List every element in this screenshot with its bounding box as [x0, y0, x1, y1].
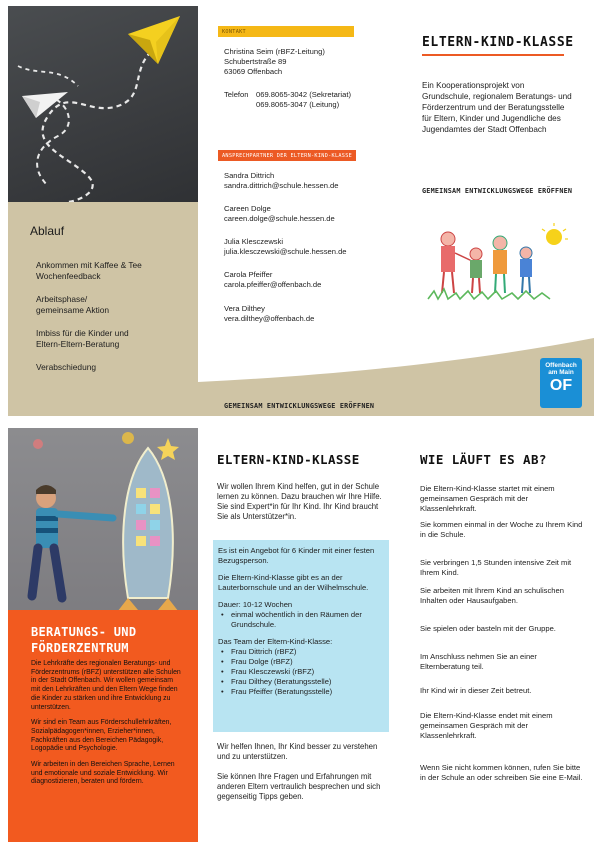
team-list: [218, 647, 383, 697]
contact-person: [224, 304, 314, 324]
slogan-wave-band: [198, 330, 594, 416]
beratung-title: BERATUNGS- UND FÖRDERZENTRUM: [31, 625, 137, 655]
person-name: Vera Dilthey: [224, 304, 265, 313]
logo-city-name: Offenbach am Main: [545, 362, 577, 377]
team-member: • Frau Dolge (rBFZ): [218, 657, 383, 667]
phone-label: Telefon: [224, 90, 249, 99]
person-email[interactable]: sandra.dittrich@schule.hessen.de: [224, 181, 339, 191]
bottom-slogan: GEMEINSAM ENTWICKLUNGSWEGE ERÖFFNEN: [224, 402, 375, 410]
cover-underline: [422, 54, 564, 56]
ansprechpartner-header: ANSPRECHPARTNER DER ELTERN-KIND-KLASSE: [218, 150, 356, 161]
chalk-rocket-photo: [8, 428, 198, 618]
contact-person: [224, 270, 321, 290]
logo-of-mark: OF: [549, 377, 573, 395]
cover-column: [396, 6, 594, 336]
duration-list: [218, 610, 383, 630]
person-email[interactable]: carola.pfeiffer@offenbach.de: [224, 280, 322, 290]
contact-person: [224, 204, 335, 224]
step-item: Die Eltern-Kind-Klasse startet mit einem gemeinsamen Gespräch mit der Klassenlehrkraft.: [420, 484, 555, 513]
ablauf-list: [36, 260, 194, 385]
top-spread: [0, 0, 600, 418]
step-item: Sie kommen einmal in der Woche zu Ihrem Kind in die Schule.: [420, 520, 583, 539]
ablauf-item: Imbiss für die Kinder und Eltern-Eltern-Beratung: [36, 328, 129, 349]
step-item: Die Eltern-Kind-Klasse endet mit einem gemeinsamen Gespräch mit der Klassenlehrkraft.: [420, 711, 553, 740]
person-email[interactable]: julia.klesczewski@schule.hessen.de: [224, 247, 347, 257]
family-drawing-illustration: [426, 221, 576, 316]
beratung-paragraph: Wir arbeiten in den Bereichen Sprache, Lernen und emotionale und soziale Entwicklung. Wir diagnostizieren, beraten und fördern.: [31, 761, 175, 786]
team-label: Das Team der Eltern-Kind-Klasse:: [218, 637, 333, 646]
person-name: Julia Klesczewski: [224, 237, 284, 246]
cover-title: ELTERN-KIND-KLASSE: [422, 35, 574, 50]
phone-number: 069.8065-3042 (Sekretariat): [256, 90, 351, 99]
contact-person: [224, 237, 347, 257]
contact-person: [224, 171, 339, 191]
wie-laeuft-title: WIE LÄUFT ES AB?: [420, 452, 547, 467]
wie-laeuft-column: [404, 428, 594, 842]
step-item: Sie verbringen 1,5 Stunden intensive Zeit mit Ihrem Kind.: [420, 558, 572, 577]
team-member: • Frau Dilthey (Beratungsstelle): [218, 677, 383, 687]
info-paragraph: Es ist ein Angebot für 6 Kinder mit einer festen Bezugsperson.: [218, 546, 375, 565]
eltern-kind-outro: [217, 742, 389, 812]
beratung-paragraph: Wir sind ein Team aus Förderschullehrkräften, Sozialpädagogen*innen, Erzieher*innen, Fachkräften aus den Bereichen Pädagogik, Logopädie und Psychologie.: [31, 719, 172, 753]
ablauf-item: Verabschiedung: [36, 362, 97, 372]
contact-line: Christina Seim (rBFZ-Leitung): [224, 47, 325, 56]
person-name: Carola Pfeiffer: [224, 270, 273, 279]
bottom-spread: [0, 422, 600, 847]
cover-description: Ein Kooperationsprojekt von Grundschule, regionalem Beratungs- und Förderzentrum und der Beratungsstelle für Eltern, Kinder und Jugendliche des Jugendamtes der Stadt Offenbach: [422, 81, 572, 134]
beratung-panel: [8, 610, 198, 842]
team-member: • Frau Pfeiffer (Beratungsstelle): [218, 687, 383, 697]
team-member: • Frau Dittrich (rBFZ): [218, 647, 383, 657]
step-item: Ihr Kind wir in dieser Zeit betreut.: [420, 686, 532, 695]
person-email[interactable]: careen.dolge@schule.hessen.de: [224, 214, 335, 224]
ablauf-panel: [8, 202, 198, 416]
person-name: Sandra Dittrich: [224, 171, 275, 180]
team-member: • Frau Klesczewski (rBFZ): [218, 667, 383, 677]
contact-address: [224, 47, 325, 78]
info-paragraph: Die Eltern-Kind-Klasse gibt es an der Lauterbornschule und an der Wilhelmschule.: [218, 573, 369, 592]
info-box: [213, 540, 389, 732]
beratung-body: [31, 660, 181, 794]
contact-line: Schubertstraße 89: [224, 57, 287, 67]
ablauf-item: Ankommen mit Kaffee & Tee Wochenfeedback: [36, 260, 142, 281]
beratung-paragraph: Die Lehrkräfte des regionalen Beratungs- und Förderzentrums (rBFZ) unterstützen alle Schulen in der Stadt Offenbach. Wir wollen gemeinsam mit den Lehrkräften und den Eltern Wege finden die Kinder zu stärken und ihre Entwicklung zu unterstützen.: [31, 660, 181, 711]
phone-number: 069.8065-3047 (Leitung): [256, 100, 340, 110]
chalk-rocket-illustration: [8, 428, 198, 618]
outro-paragraph: Wir helfen Ihnen, Ihr Kind besser zu verstehen und zu unterstützen.: [217, 742, 378, 761]
step-item: Sie arbeiten mit Ihrem Kind an schulischen Inhalten oder Hausaufgaben.: [420, 586, 564, 605]
cover-slogan: GEMEINSAM ENTWICKLUNGSWEGE ERÖFFNEN: [422, 187, 573, 195]
paper-planes-illustration: [8, 6, 198, 202]
ablauf-title: Ablauf: [30, 224, 65, 238]
outro-paragraph: Sie können Ihre Fragen und Erfahrungen mit anderen Eltern vertraulich besprechen und sich gegenseitig Tipps geben.: [217, 772, 381, 801]
ablauf-item: Arbeitsphase/ gemeinsame Aktion: [36, 294, 110, 315]
contact-phone: [224, 90, 394, 110]
person-name: Careen Dolge: [224, 204, 271, 213]
step-item: Wenn Sie nicht kommen können, rufen Sie bitte in der Schule an oder schreiben Sie eine E-Mail.: [420, 763, 583, 782]
duration-label: Dauer: 10-12 Wochen: [218, 600, 293, 609]
offenbach-logo: [540, 358, 582, 408]
eltern-kind-intro: Wir wollen Ihrem Kind helfen, gut in der Schule lernen zu können. Dazu brauchen wir Ihre Hilfe. Sie sind Expert*in für Ihr Kind. Ihr Kind braucht Sie als Unterstützer*in.: [217, 482, 382, 521]
step-item: Im Anschluss nehmen Sie an einer Elternberatung teil.: [420, 652, 537, 671]
eltern-kind-title: ELTERN-KIND-KLASSE: [217, 452, 360, 467]
person-email[interactable]: vera.dilthey@offenbach.de: [224, 314, 315, 324]
kontakt-header: KONTAKT: [218, 26, 354, 37]
contact-line: 63069 Offenbach: [224, 67, 283, 77]
duration-bullet: • einmal wöchentlich in den Räumen der Grundschule.: [218, 610, 383, 630]
step-item: Sie spielen oder basteln mit der Gruppe.: [420, 624, 556, 633]
paper-planes-photo: [8, 6, 198, 202]
